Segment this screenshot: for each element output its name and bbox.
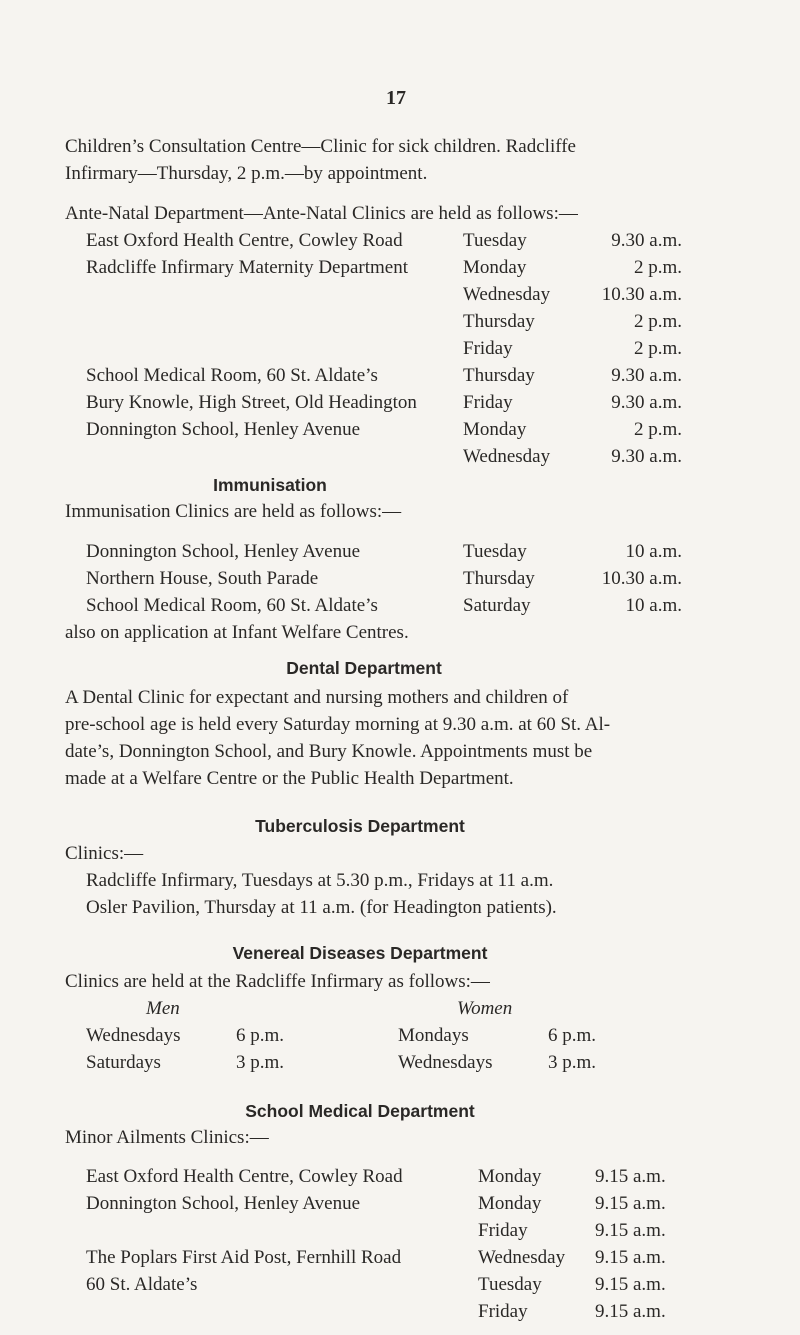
- school-medical-place: 60 St. Aldate’s: [86, 1274, 198, 1295]
- page-number: 17: [386, 87, 406, 109]
- school-medical-time: 9.15 a.m.: [595, 1274, 666, 1295]
- antenatal-day: Wednesday: [463, 446, 551, 467]
- school-medical-heading: School Medical Department: [245, 1101, 475, 1121]
- antenatal-time: 10.30 a.m.: [601, 284, 682, 305]
- immunisation-day: Thursday: [463, 568, 535, 589]
- school-medical-time: 9.15 a.m.: [595, 1220, 666, 1241]
- venereal-women-day: Mondays: [398, 1025, 469, 1046]
- school-medical-day: Wednesday: [478, 1247, 566, 1268]
- venereal-men-time: 3 p.m.: [236, 1052, 285, 1073]
- tuberculosis-line-2: Osler Pavilion, Thursday at 11 a.m. (for Headington patients).: [86, 897, 557, 918]
- antenatal-time: 2 p.m.: [633, 257, 682, 278]
- antenatal-time: 9.30 a.m.: [611, 365, 682, 386]
- dental-line-4: made at a Welfare Centre or the Public Health Department.: [65, 768, 514, 789]
- venereal-men-time: 6 p.m.: [236, 1025, 285, 1046]
- venereal-men-day: Wednesdays: [86, 1025, 181, 1046]
- childrens-line-1: Children’s Consultation Centre—Clinic for sick children. Radcliffe: [65, 136, 576, 157]
- antenatal-time: 2 p.m.: [633, 338, 682, 359]
- venereal-intro: Clinics are held at the Radcliffe Infirmary as follows:—: [65, 971, 490, 992]
- immunisation-heading: Immunisation: [213, 475, 327, 495]
- antenatal-place: Donnington School, Henley Avenue: [86, 419, 361, 440]
- immunisation-footer: also on application at Infant Welfare Centres.: [65, 622, 409, 643]
- antenatal-time: 2 p.m.: [633, 311, 682, 332]
- antenatal-day: Monday: [463, 257, 527, 278]
- immunisation-intro: Immunisation Clinics are held as follows:—: [65, 501, 402, 522]
- venereal-women-time: 6 p.m.: [548, 1025, 597, 1046]
- tuberculosis-heading: Tuberculosis Department: [255, 816, 465, 836]
- school-medical-day: Tuesday: [478, 1274, 542, 1295]
- immunisation-time: 10.30 a.m.: [601, 568, 682, 589]
- antenatal-place: Radcliffe Infirmary Maternity Department: [86, 257, 408, 278]
- antenatal-intro: Ante-Natal Department—Ante-Natal Clinics are held as follows:—: [65, 203, 578, 224]
- school-medical-place: East Oxford Health Centre, Cowley Road: [86, 1166, 403, 1187]
- school-medical-time: 9.15 a.m.: [595, 1247, 666, 1268]
- school-medical-day: Friday: [478, 1220, 528, 1241]
- antenatal-place: Bury Knowle, High Street, Old Headington: [86, 392, 417, 413]
- school-medical-time: 9.15 a.m.: [595, 1301, 666, 1322]
- antenatal-day: Friday: [463, 392, 513, 413]
- venereal-women-label: Women: [457, 998, 513, 1019]
- antenatal-place: East Oxford Health Centre, Cowley Road: [86, 230, 403, 251]
- venereal-men-day: Saturdays: [86, 1052, 161, 1073]
- immunisation-place: School Medical Room, 60 St. Aldate’s: [86, 595, 378, 616]
- antenatal-time: 9.30 a.m.: [611, 392, 682, 413]
- dental-line-2: pre-school age is held every Saturday morning at 9.30 a.m. at 60 St. Al-: [65, 714, 611, 735]
- immunisation-day: Tuesday: [463, 541, 527, 562]
- antenatal-time: 9.30 a.m.: [611, 446, 682, 467]
- antenatal-time: 2 p.m.: [633, 419, 682, 440]
- tuberculosis-line-1: Radcliffe Infirmary, Tuesdays at 5.30 p.m., Fridays at 11 a.m.: [86, 870, 554, 891]
- antenatal-day: Thursday: [463, 365, 535, 386]
- school-medical-place: Donnington School, Henley Avenue: [86, 1193, 361, 1214]
- venereal-women-time: 3 p.m.: [548, 1052, 597, 1073]
- immunisation-place: Donnington School, Henley Avenue: [86, 541, 361, 562]
- school-medical-day: Monday: [478, 1166, 542, 1187]
- venereal-women-day: Wednesdays: [398, 1052, 493, 1073]
- antenatal-day: Thursday: [463, 311, 535, 332]
- dental-heading: Dental Department: [286, 658, 442, 678]
- immunisation-time: 10 a.m.: [625, 541, 682, 562]
- immunisation-place: Northern House, South Parade: [86, 568, 319, 589]
- tuberculosis-intro: Clinics:—: [65, 843, 144, 864]
- dental-line-1: A Dental Clinic for expectant and nursing mothers and children of: [65, 687, 569, 708]
- antenatal-day: Tuesday: [463, 230, 527, 251]
- antenatal-place: School Medical Room, 60 St. Aldate’s: [86, 365, 378, 386]
- childrens-line-2: Infirmary—Thursday, 2 p.m.—by appointment.: [65, 163, 428, 184]
- immunisation-time: 10 a.m.: [625, 595, 682, 616]
- school-medical-intro: Minor Ailments Clinics:—: [65, 1127, 269, 1148]
- school-medical-place: The Poplars First Aid Post, Fernhill Road: [86, 1247, 402, 1268]
- venereal-men-label: Men: [146, 998, 180, 1019]
- antenatal-day: Wednesday: [463, 284, 551, 305]
- immunisation-day: Saturday: [463, 595, 531, 616]
- school-medical-day: Monday: [478, 1193, 542, 1214]
- school-medical-time: 9.15 a.m.: [595, 1166, 666, 1187]
- school-medical-day: Friday: [478, 1301, 528, 1322]
- school-medical-time: 9.15 a.m.: [595, 1193, 666, 1214]
- venereal-heading: Venereal Diseases Department: [232, 943, 488, 963]
- antenatal-day: Friday: [463, 338, 513, 359]
- antenatal-time: 9.30 a.m.: [611, 230, 682, 251]
- dental-line-3: date’s, Donnington School, and Bury Knowle. Appointments must be: [65, 741, 593, 762]
- antenatal-day: Monday: [463, 419, 527, 440]
